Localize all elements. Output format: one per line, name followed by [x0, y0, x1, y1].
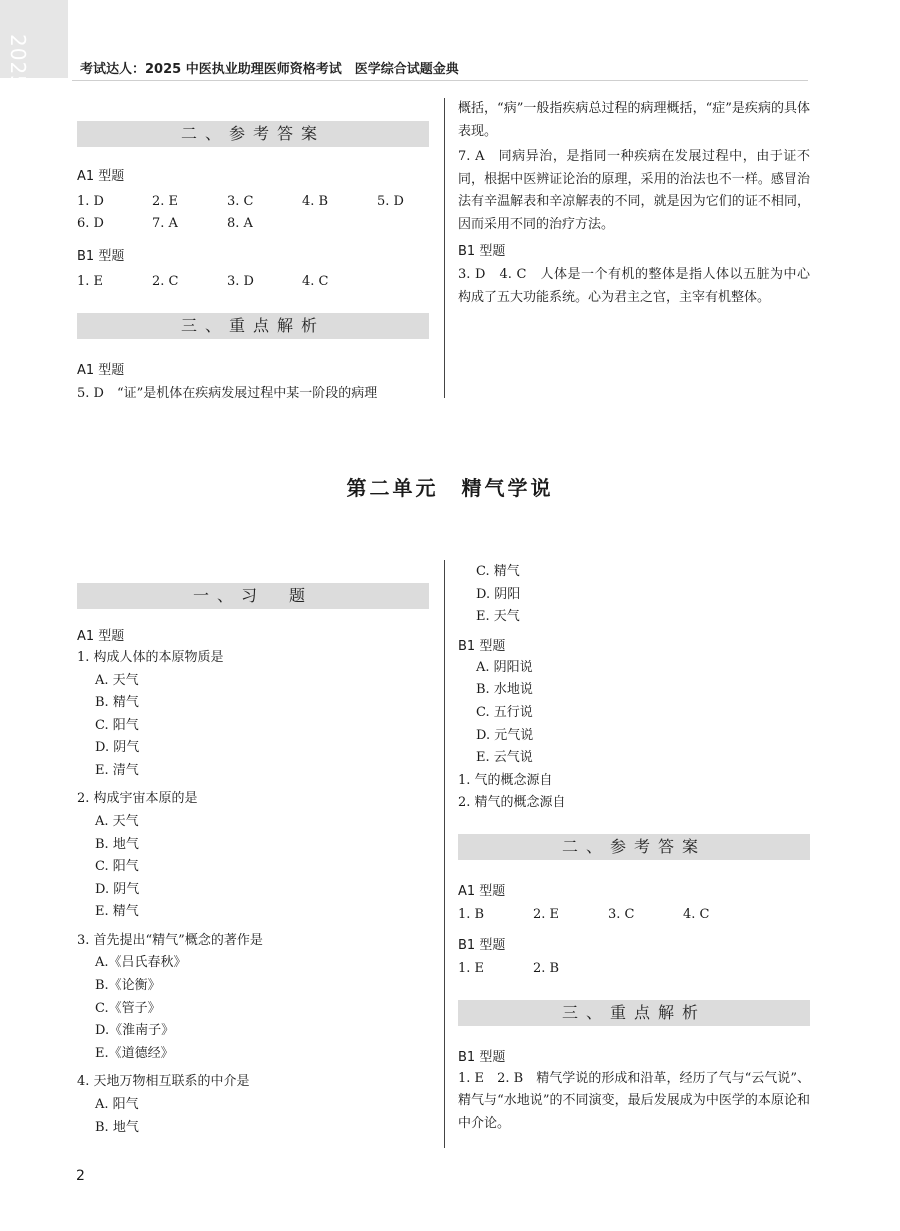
analysis-para: 3. D 4. C 人体是一个有机的整体是指人体以五脏为中心构成了五大功能系统。心为君主之官，主宰有机整体。	[458, 267, 810, 305]
b1-label: B1 型题	[458, 937, 506, 953]
option: C. 五行说	[476, 704, 533, 720]
option: E.《道德经》	[95, 1045, 174, 1061]
option: E. 云气说	[476, 750, 533, 766]
analysis-text: 5. D “证”是机体在疾病发展过程中某一阶段的病理	[77, 386, 378, 401]
running-header: 考试达人：2025 中医执业助理医师资格考试 医学综合试题金典	[80, 62, 459, 77]
a1-label: A1 型题	[458, 883, 506, 899]
a1-label: A1 型题	[77, 169, 125, 184]
option: E. 天气	[476, 609, 520, 625]
answer-item: 3. C	[227, 194, 254, 209]
question-stem: 4. 天地万物相互联系的中介是	[77, 1074, 250, 1090]
option: C. 阳气	[95, 859, 139, 875]
option: D.《淮南子》	[95, 1023, 175, 1039]
answer-item: 2. C	[152, 274, 179, 289]
answer-item: 7. A	[152, 216, 178, 231]
analysis-para: 概括，“病”一般指疾病总过程的病理概括，“症”是疾病的具体表现。	[458, 101, 810, 139]
answer-item: 1. E	[77, 274, 104, 289]
a1-label: A1 型题	[77, 629, 125, 644]
option: D. 阴阳	[476, 586, 521, 602]
option: E. 精气	[95, 904, 139, 920]
section-exercise-title: 一、习 题	[77, 583, 429, 609]
analysis-a1-label: A1 型题	[77, 363, 125, 378]
bottom-right-column	[458, 561, 810, 1135]
column-divider	[444, 560, 445, 1148]
section-answers-title: 二、参考答案	[458, 834, 810, 860]
answer-item: 5. D	[377, 194, 404, 209]
answer-item: 1. E	[458, 960, 485, 976]
answer-item: 1. B	[458, 906, 485, 922]
side-tab	[0, 0, 68, 89]
answer-item: 4. C	[302, 274, 329, 289]
question-stem: 3. 首先提出“精气”概念的著作是	[77, 932, 263, 948]
option: B. 水地说	[476, 682, 533, 698]
answer-row	[77, 213, 429, 235]
option: C.《管子》	[95, 1000, 161, 1016]
option: D. 阴气	[95, 740, 140, 756]
option: E. 清气	[95, 762, 139, 778]
answer-row	[77, 271, 429, 293]
option: A. 阳气	[95, 1096, 139, 1112]
question-stem: 2. 精气的概念源自	[458, 795, 566, 811]
answer-item: 3. C	[608, 906, 635, 922]
analysis-para: 7. A 同病异治，是指同一种疾病在发展过程中，由于证不同，根据中医辨证论治的原理，采用的治法也不一样。感冒治法有辛温解表和辛凉解表的不同，就是因为它们的证不相同，因而采用不同的治疗方法。	[458, 149, 810, 232]
analysis-text: 1. E 2. B 精气学说的形成和沿革，经历了气与“云气说”、精气与“水地说”的不同演变，最后发展成为中医学的本原论和中介论。	[458, 1070, 810, 1131]
answer-row	[458, 958, 810, 980]
answer-item: 6. D	[77, 216, 104, 231]
answer-item: 2. E	[533, 906, 560, 922]
page-number: 2	[76, 1168, 85, 1184]
answer-item: 4. B	[302, 194, 329, 209]
section-answers-title: 二、参考答案	[77, 121, 429, 147]
answer-item: 8. A	[227, 216, 253, 231]
option: B.《论衡》	[95, 978, 161, 994]
top-right-column	[458, 98, 810, 309]
b1-label: B1 型题	[458, 638, 506, 654]
option: D. 阴气	[95, 881, 140, 897]
option: B. 地气	[95, 1119, 139, 1135]
option: B. 地气	[95, 836, 139, 852]
option: A. 天气	[95, 672, 139, 688]
question-stem: 1. 构成人体的本原物质是	[77, 650, 224, 665]
option: A. 天气	[95, 813, 139, 829]
answer-item: 2. E	[152, 194, 179, 209]
option: C. 精气	[476, 564, 520, 579]
answer-item: 2. B	[533, 960, 560, 976]
question-stem: 1. 气的概念源自	[458, 772, 553, 788]
answer-item: 1. D	[77, 194, 104, 209]
top-left-column	[77, 121, 429, 406]
b1-label: B1 型题	[458, 244, 506, 259]
b1-label: B1 型题	[77, 249, 125, 264]
section-analysis-title: 三、重点解析	[77, 313, 429, 339]
section-analysis-title: 三、重点解析	[458, 1000, 810, 1026]
column-divider	[444, 98, 445, 398]
option: A.《吕氏春秋》	[95, 955, 187, 971]
analysis-b1-label: B1 型题	[458, 1049, 506, 1065]
option: D. 元气说	[476, 727, 534, 743]
option: A. 阴阳说	[476, 659, 533, 675]
option: B. 精气	[95, 695, 139, 711]
answer-item: 4. C	[683, 906, 710, 922]
header-rule	[72, 80, 808, 81]
answer-row	[77, 191, 429, 213]
bottom-left-column	[77, 583, 429, 1139]
option: C. 阳气	[95, 717, 139, 733]
unit-title: 第二单元 精气学说	[346, 476, 554, 500]
answer-item: 3. D	[227, 274, 254, 289]
side-year: 2025	[6, 34, 30, 89]
answer-row	[458, 904, 810, 926]
question-stem: 2. 构成宇宙本原的是	[77, 791, 198, 807]
